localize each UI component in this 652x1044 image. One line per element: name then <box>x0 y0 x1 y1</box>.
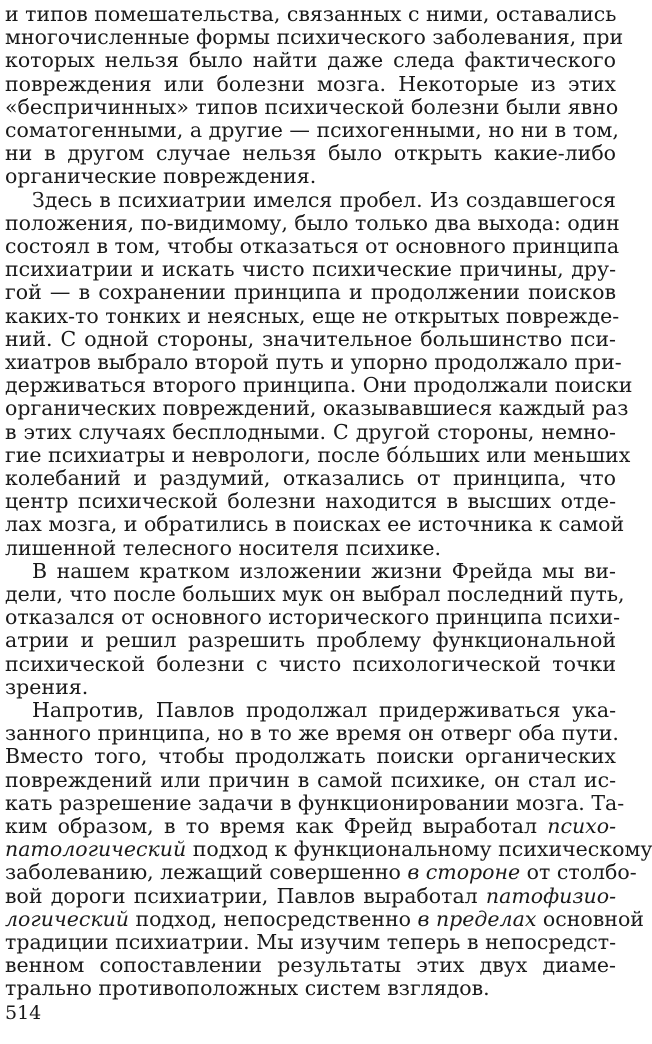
text-line: Напротив, Павлов продолжал придерживаться ука- <box>32 698 616 722</box>
text-line: Здесь в психиатрии имелся пробел. Из создавшегося <box>32 187 616 212</box>
text-line: хиатров выбрало второй путь и упорно продолжало при- <box>5 350 622 374</box>
text-line: центр психической болезни находится в высших отде- <box>5 489 616 514</box>
text-line: повреждений или причин в самой психике, он стал ис- <box>5 767 616 792</box>
text-line: Вместо того, чтобы продолжать поиски органических <box>5 744 616 769</box>
page-number: 514 <box>5 1001 42 1024</box>
text-line: лах мозга, и обратились в поисках ее источника к самой <box>5 512 625 537</box>
text-line: лишенной телесного носителя психике. <box>5 535 442 560</box>
text-line: колебаний и раздумий, отказались от принципа, что <box>5 466 616 490</box>
text-line: атрии и решил разрешить проблему функциональной <box>5 628 616 653</box>
text-line: состоял в том, чтобы отказаться от основного принципа <box>5 234 620 258</box>
text-line: каких-то тонких и неясных, еще не открытых поврежде- <box>5 303 620 328</box>
text-line: вой дороги психиатрии, Павлов выработал патофизио- <box>5 883 616 908</box>
text-line: органических повреждений, оказывавшиеся каждый раз <box>5 396 629 421</box>
text-line: гие психиатры и неврологи, после бо́льших или меньших <box>5 442 631 467</box>
text-line: гой — в сохранении принципа и продолжении поисков <box>5 280 616 305</box>
text-line: и типов помешательства, связанных с ними, оставались <box>5 2 617 26</box>
text-line: держиваться второго принципа. Они продолжали поиски <box>5 373 633 398</box>
text-line: ни в другом случае нельзя было открыть какие-либо <box>5 141 616 166</box>
text-line: многочисленные формы психического заболевания, при <box>5 25 624 50</box>
text-line: соматогенными, а другие — психогенными, но ни в том, <box>5 118 619 142</box>
text-line: органические повреждения. <box>5 164 317 189</box>
text-line: отказался от основного исторического принципа психи- <box>5 605 621 630</box>
text-line: венном сопоставлении результаты этих двух диаме- <box>5 953 616 978</box>
text-line: патологический подход к функциональному психическому <box>5 837 652 862</box>
text-line: ким образом, в то время как Фрейд выработал психо- <box>5 814 616 838</box>
text-line: заболеванию, лежащий совершенно в стороне от столбо- <box>5 860 637 885</box>
text-line: зрения. <box>5 674 89 699</box>
text-line: занного принципа, но в то же время он отверг оба пути. <box>5 721 619 746</box>
text-line: в этих случаях бесплодными. С другой стороны, немно- <box>5 419 616 444</box>
document-page <box>5 0 652 1044</box>
text-line: психиатрии и искать чисто психические причины, дру- <box>5 257 616 282</box>
text-line: дели, что после больших мук он выбрал последний путь, <box>5 582 625 606</box>
text-line: ний. С одной стороны, значительное большинство пси- <box>5 326 616 351</box>
text-line: которых нельзя было найти даже следа фактического <box>5 48 616 73</box>
text-line: трально противоположных систем взглядов. <box>5 976 490 1001</box>
text-line: «беспричинных» типов психической болезни были явно <box>5 94 619 119</box>
text-line: психической болезни с чисто психологической точки <box>5 651 616 676</box>
text-line: положения, по-видимому, было только два выхода: один <box>5 210 620 235</box>
text-line: В нашем кратком изложении жизни Фрейда мы ви- <box>32 558 616 583</box>
text-line: кать разрешение задачи в функционировании мозга. Та- <box>5 790 625 815</box>
text-line: повреждения или болезни мозга. Некоторые из этих <box>5 71 616 96</box>
text-line: традиции психиатрии. Мы изучим теперь в непосредст- <box>5 930 616 954</box>
text-line: логический подход, непосредственно в пределах основной <box>5 906 644 931</box>
